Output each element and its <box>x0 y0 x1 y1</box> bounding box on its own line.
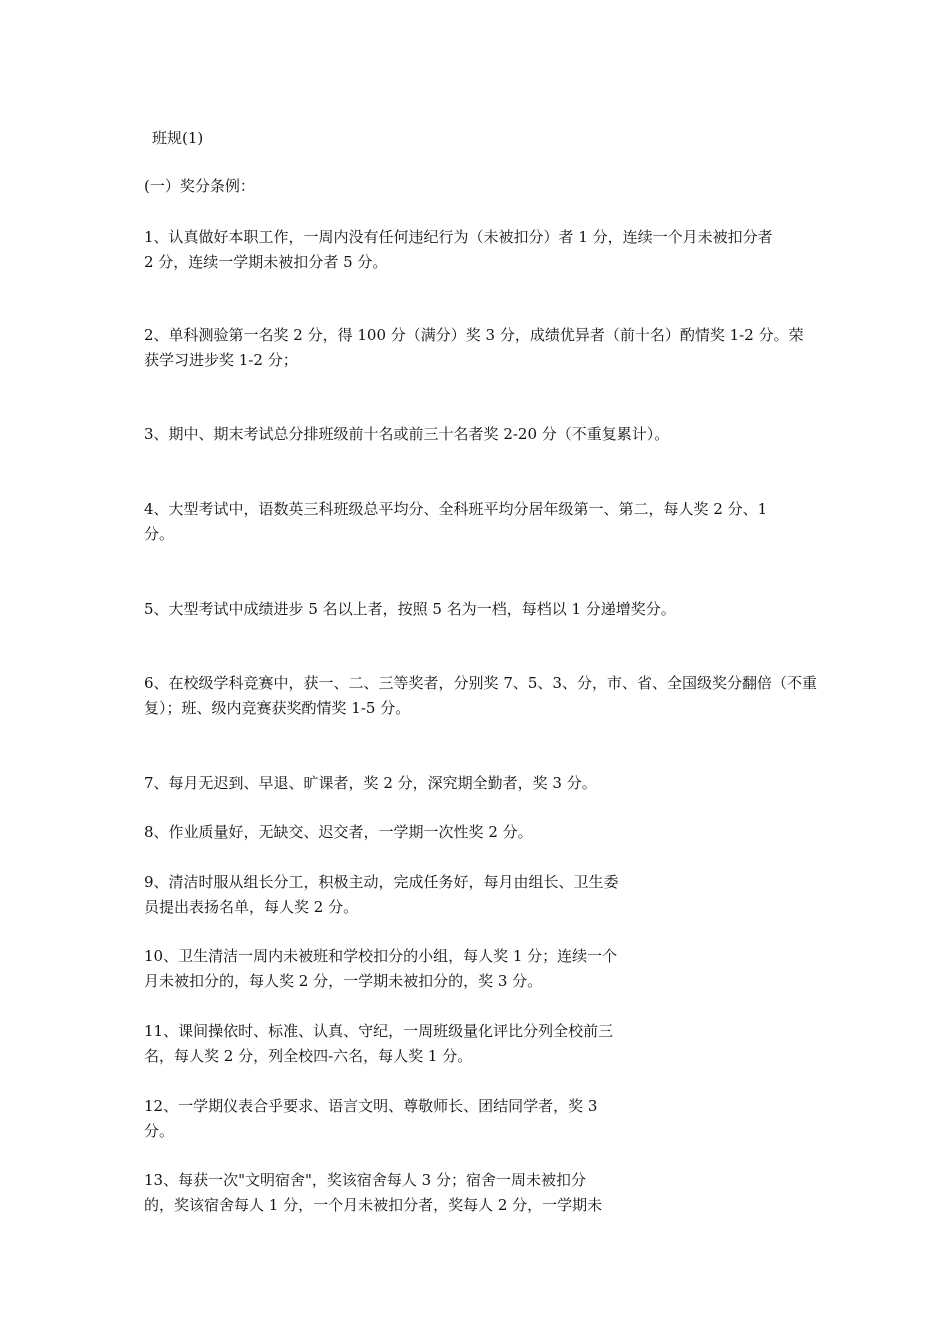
paragraph-line: 4、大型考试中，语数英三科班级总平均分、全科班平均分居年级第一、第二，每人奖 2 分、1 <box>144 500 768 518</box>
paragraph-line: 8、作业质量好，无缺交、迟交者，一学期一次性奖 2 分。 <box>144 823 533 841</box>
paragraph-line: 复）；班、级内竞赛获奖酌情奖 1-5 分。 <box>144 699 411 717</box>
paragraph-line: 12、一学期仪表合乎要求、语言文明、尊敬师长、团结同学者，奖 3 <box>144 1097 598 1115</box>
paragraph-line: 获学习进步奖 1-2 分； <box>144 351 298 369</box>
paragraph-line: 9、清洁时服从组长分工，积极主动，完成任务好，每月由组长、卫生委 <box>144 873 619 891</box>
paragraph-line: 7、每月无迟到、早退、旷课者，奖 2 分，深究期全勤者，奖 3 分。 <box>144 774 597 792</box>
paragraph-line: 10、卫生清洁一周内未被班和学校扣分的小组，每人奖 1 分；连续一个 <box>144 947 618 965</box>
paragraph-line: 名，每人奖 2 分，列全校四-六名，每人奖 1 分。 <box>144 1047 473 1065</box>
document-title: 班规(1) <box>152 129 204 147</box>
paragraph-line: 6、在校级学科竞赛中，获一、二、三等奖者，分别奖 7、5、3、分，市、省、全国级奖分翻倍（不重 <box>144 674 817 692</box>
paragraph-line: 月未被扣分的，每人奖 2 分，一学期未被扣分的，奖 3 分。 <box>144 972 543 990</box>
paragraph-line: 的，奖该宿舍每人 1 分，一个月未被扣分者，奖每人 2 分，一学期未 <box>144 1196 603 1214</box>
paragraph-line: 3、期中、期末考试总分排班级前十名或前三十名者奖 2-20 分（不重复累计）。 <box>144 425 670 443</box>
paragraph-line: 2、单科测验第一名奖 2 分，得 100 分（满分）奖 3 分，成绩优异者（前十名）酌情奖 1-2 分。荣 <box>144 326 804 344</box>
paragraph-line: 1、认真做好本职工作，一周内没有任何违纪行为（未被扣分）者 1 分，连续一个月未被扣分者 <box>144 228 773 246</box>
section-heading: (一）奖分条例： <box>144 177 255 195</box>
paragraph-line: 13、每获一次"文明宿舍"，奖该宿舍每人 3 分；宿舍一周未被扣分 <box>144 1171 586 1189</box>
paragraph-line: 分。 <box>144 1122 175 1140</box>
paragraph-line: 2 分，连续一学期未被扣分者 5 分。 <box>144 253 388 271</box>
paragraph-line: 5、大型考试中成绩进步 5 名以上者，按照 5 名为一档，每档以 1 分递增奖分。 <box>144 600 676 618</box>
paragraph-line: 员提出表扬名单，每人奖 2 分。 <box>144 898 359 916</box>
paragraph-line: 分。 <box>144 525 175 543</box>
paragraph-line: 11、课间操依时、标准、认真、守纪，一周班级量化评比分列全校前三 <box>144 1022 614 1040</box>
